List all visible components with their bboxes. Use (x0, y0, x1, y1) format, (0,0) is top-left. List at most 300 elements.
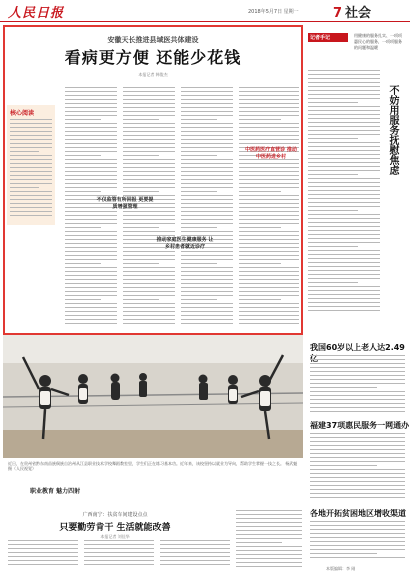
text-line (84, 556, 154, 557)
text-line (308, 70, 380, 71)
text-line (308, 178, 380, 179)
text-line (181, 323, 233, 324)
text-line (310, 449, 405, 450)
text-line (239, 215, 299, 216)
article-kicker: 安徽天长推进县域医共体建设 (107, 35, 199, 44)
text-line (123, 191, 159, 192)
text-line (239, 267, 299, 268)
text-line (10, 215, 52, 216)
text-line (239, 163, 299, 164)
text-line (310, 457, 405, 458)
bottom-story-text-1 (8, 540, 78, 570)
text-line (308, 98, 380, 99)
text-line (308, 110, 380, 111)
text-line (239, 319, 299, 320)
text-line (123, 111, 175, 112)
page-editor-credit: 本版编辑：李 刚 (326, 566, 356, 571)
text-line (123, 163, 175, 164)
text-line (181, 159, 233, 160)
text-line (181, 255, 233, 256)
text-line (10, 143, 52, 144)
text-line (123, 119, 159, 120)
text-line (181, 231, 233, 232)
core-reading-title: 核心阅读 (10, 110, 35, 117)
text-line (65, 191, 101, 192)
text-line (181, 119, 217, 120)
text-line (123, 139, 175, 140)
text-line (181, 203, 233, 204)
text-line (123, 287, 175, 288)
bottom-story-headline: 只要勤劳肯干 生活就能改善 (59, 523, 171, 533)
text-line (65, 187, 117, 188)
text-line (239, 219, 299, 220)
text-line (181, 127, 233, 128)
text-line (65, 123, 117, 124)
text-line (10, 147, 52, 148)
text-line (310, 465, 377, 466)
article-column-3 (181, 87, 233, 327)
masthead (0, 0, 410, 22)
text-line (236, 514, 302, 515)
text-line (65, 311, 117, 312)
text-line (236, 522, 302, 523)
text-line (181, 163, 233, 164)
text-line (65, 215, 117, 216)
text-line (65, 87, 117, 88)
newspaper-logo: 人民日报 (8, 6, 65, 21)
text-line (123, 171, 175, 172)
text-line (181, 195, 233, 196)
text-line (10, 179, 52, 180)
text-line (160, 540, 230, 541)
text-line (160, 564, 230, 565)
text-line (10, 207, 52, 208)
text-line (65, 239, 117, 240)
bottom-story-text-4 (236, 510, 302, 570)
text-line (308, 94, 380, 95)
brief-3-text (310, 521, 405, 561)
text-line (239, 271, 299, 272)
text-line (10, 191, 52, 192)
text-line (10, 119, 52, 120)
text-line (239, 103, 299, 104)
text-line (236, 518, 302, 519)
text-line (310, 521, 405, 522)
text-line (308, 294, 380, 295)
text-line (239, 203, 299, 204)
text-line (181, 187, 233, 188)
text-line (310, 399, 405, 400)
text-line (181, 139, 233, 140)
text-line (84, 552, 154, 553)
text-line (308, 78, 380, 79)
text-line (181, 303, 233, 304)
text-line (181, 191, 217, 192)
text-line (84, 540, 154, 541)
text-line (239, 95, 299, 96)
text-line (181, 283, 233, 284)
text-line (65, 295, 117, 296)
text-line (308, 226, 380, 227)
text-line (181, 175, 233, 176)
text-line (65, 223, 117, 224)
text-line (310, 433, 405, 434)
text-line (310, 497, 405, 498)
text-line (308, 182, 380, 183)
commentary-column (306, 25, 407, 325)
text-line (65, 263, 101, 264)
text-line (181, 295, 233, 296)
text-line (239, 303, 299, 304)
text-line (123, 291, 175, 292)
text-line (181, 199, 233, 200)
text-line (239, 307, 299, 308)
text-line (308, 298, 380, 299)
text-line (123, 311, 175, 312)
text-line (65, 147, 117, 148)
text-line (308, 202, 380, 203)
text-line (308, 222, 380, 223)
text-line (65, 259, 117, 260)
text-line (239, 223, 299, 224)
text-line (308, 238, 380, 239)
text-line (239, 107, 299, 108)
text-line (65, 235, 117, 236)
text-line (123, 87, 175, 88)
bottom-story-kicker: 广西南宁：扶贫车间建设点点 (82, 512, 148, 518)
text-line (310, 371, 405, 372)
text-line (123, 259, 175, 260)
text-line (310, 557, 405, 558)
page-number: 7 (333, 6, 343, 21)
text-line (65, 227, 101, 228)
text-line (308, 198, 380, 199)
text-line (239, 323, 299, 324)
text-line (308, 282, 358, 283)
text-line (239, 127, 299, 128)
text-line (123, 227, 159, 228)
brief-1-text (310, 355, 405, 415)
bottom-story-byline: 本报记者 刘佳华 (100, 534, 130, 539)
text-line (239, 299, 281, 300)
text-line (84, 564, 154, 565)
text-line (65, 195, 117, 196)
text-line (310, 453, 405, 454)
text-line (181, 167, 233, 168)
text-line (239, 239, 299, 240)
text-line (310, 545, 405, 546)
text-line (308, 90, 380, 91)
text-line (181, 319, 233, 320)
text-line (10, 203, 52, 204)
text-line (123, 183, 175, 184)
text-line (10, 123, 52, 124)
text-line (181, 207, 233, 208)
text-line (308, 250, 380, 251)
text-line (308, 82, 380, 83)
text-line (123, 231, 175, 232)
issue-date: 2018年5月7日 星期一 (248, 9, 299, 15)
text-line (123, 267, 175, 268)
text-line (310, 533, 405, 534)
text-line (181, 259, 233, 260)
text-line (181, 235, 233, 236)
text-line (308, 146, 380, 147)
text-line (308, 194, 380, 195)
text-line (10, 187, 39, 188)
text-line (310, 493, 405, 494)
text-line (239, 119, 281, 120)
text-line (239, 263, 281, 264)
text-line (310, 359, 405, 360)
text-line (65, 315, 117, 316)
text-line (65, 139, 117, 140)
text-line (181, 91, 233, 92)
section-name: 社会 (345, 6, 372, 21)
text-line (310, 445, 405, 446)
text-line (308, 266, 380, 267)
text-line (308, 274, 380, 275)
text-line (123, 155, 159, 156)
article-byline: 本报记者 韩俊杰 (138, 72, 168, 77)
text-line (65, 163, 117, 164)
text-line (308, 258, 380, 259)
commentary-text-1 (308, 70, 380, 315)
text-line (310, 473, 405, 474)
text-line (239, 191, 281, 192)
text-line (310, 481, 405, 482)
text-line (10, 195, 52, 196)
text-line (239, 131, 299, 132)
text-line (308, 118, 380, 119)
text-line (123, 307, 175, 308)
text-line (123, 143, 175, 144)
text-line (310, 355, 405, 356)
article-column-4 (239, 87, 299, 327)
text-line (310, 367, 405, 368)
text-line (236, 542, 282, 543)
text-line (65, 287, 117, 288)
text-line (10, 163, 52, 164)
text-line (65, 231, 117, 232)
text-line (308, 150, 380, 151)
text-line (310, 411, 405, 412)
text-line (65, 111, 117, 112)
photo-caption-text: 近日，在贵州省黔东南苗族侗族自治州从江县职业技术学校舞蹈教室里，学生们正在练习基本功。近年来，该校坚持以就业为导向，帮助学生掌握一技之长。 (8, 461, 284, 466)
text-line (310, 537, 405, 538)
text-line (308, 162, 380, 163)
text-line (84, 544, 154, 545)
text-line (123, 179, 175, 180)
text-line (65, 143, 117, 144)
article-headline: 看病更方便 还能少花钱 (64, 48, 242, 67)
text-line (8, 548, 78, 549)
text-line (181, 219, 233, 220)
text-line (236, 558, 302, 559)
text-line (308, 158, 380, 159)
text-line (123, 99, 175, 100)
text-line (123, 91, 175, 92)
text-line (65, 291, 117, 292)
text-line (239, 287, 299, 288)
text-line (123, 279, 175, 280)
text-line (65, 275, 117, 276)
text-line (123, 251, 175, 252)
text-line (239, 247, 299, 248)
text-line (239, 195, 299, 196)
text-line (65, 243, 117, 244)
text-line (181, 135, 233, 136)
text-line (160, 544, 230, 545)
text-line (10, 171, 52, 172)
text-line (8, 544, 78, 545)
text-line (181, 107, 233, 108)
text-line (65, 279, 117, 280)
text-line (310, 403, 405, 404)
text-line (239, 311, 299, 312)
text-line (308, 166, 380, 167)
text-line (123, 115, 175, 116)
text-line (239, 87, 299, 88)
text-line (310, 541, 405, 542)
text-line (10, 211, 52, 212)
text-line (239, 187, 299, 188)
text-line (308, 186, 380, 187)
text-line (10, 199, 52, 200)
brief-2-title: 福建37项惠民服务一网通办 (310, 421, 410, 430)
text-line (65, 159, 117, 160)
text-line (239, 167, 299, 168)
text-line (308, 138, 358, 139)
text-line (239, 135, 299, 136)
text-line (65, 211, 117, 212)
text-line (181, 99, 233, 100)
text-line (308, 242, 380, 243)
photo-caption (8, 461, 298, 471)
text-line (123, 275, 175, 276)
text-line (123, 175, 175, 176)
text-line (181, 211, 233, 212)
text-line (308, 210, 358, 211)
text-line (65, 251, 117, 252)
text-line (181, 131, 233, 132)
text-line (65, 319, 117, 320)
text-line (65, 307, 117, 308)
text-line (65, 119, 101, 120)
text-line (236, 546, 302, 547)
text-line (123, 271, 175, 272)
text-line (239, 279, 299, 280)
text-line (308, 142, 380, 143)
text-line (123, 95, 175, 96)
brief-2-text (310, 433, 405, 503)
text-line (310, 363, 405, 364)
text-line (239, 179, 299, 180)
text-line (239, 235, 299, 236)
text-line (8, 556, 78, 557)
bottom-story-text-2 (84, 540, 154, 570)
text-line (308, 214, 380, 215)
text-line (123, 123, 175, 124)
text-line (236, 526, 302, 527)
text-line (308, 122, 380, 123)
commentary-title: 不妨用服务抚慰焦虑 (387, 85, 398, 175)
text-line (123, 223, 175, 224)
text-line (310, 553, 377, 554)
text-line (123, 147, 175, 148)
text-line (160, 552, 230, 553)
text-line (236, 534, 302, 535)
text-line (181, 111, 233, 112)
text-line (123, 135, 175, 136)
text-line (239, 199, 299, 200)
text-line (310, 489, 405, 490)
text-line (65, 271, 117, 272)
text-line (239, 99, 299, 100)
article-subhead-1: 不仅监管有所回报 更要提质增强管理 (96, 197, 154, 210)
text-line (10, 167, 52, 168)
text-line (8, 564, 78, 565)
text-line (123, 107, 175, 108)
text-line (65, 247, 117, 248)
text-line (310, 391, 405, 392)
text-line (181, 87, 233, 88)
text-line (239, 207, 299, 208)
text-line (310, 461, 405, 462)
text-line (308, 290, 380, 291)
text-line (123, 167, 175, 168)
text-line (181, 307, 233, 308)
text-line (236, 566, 302, 567)
text-line (123, 255, 175, 256)
text-line (65, 99, 117, 100)
text-line (123, 195, 175, 196)
text-line (239, 295, 299, 296)
text-line (160, 556, 230, 557)
text-line (239, 243, 299, 244)
text-line (10, 159, 52, 160)
text-line (123, 263, 159, 264)
text-line (181, 147, 233, 148)
text-line (65, 303, 117, 304)
text-line (239, 211, 299, 212)
text-line (308, 74, 380, 75)
text-line (239, 183, 299, 184)
text-line (308, 170, 380, 171)
text-line (308, 234, 380, 235)
text-line (308, 286, 380, 287)
text-line (239, 291, 299, 292)
text-line (310, 477, 405, 478)
text-line (308, 154, 380, 155)
text-line (181, 115, 233, 116)
text-line (181, 275, 233, 276)
text-line (10, 127, 52, 128)
text-line (308, 126, 380, 127)
text-line (310, 437, 405, 438)
text-line (123, 151, 175, 152)
text-line (123, 323, 175, 324)
article-subhead-3: 中医药医疗直营诊 推动中医药进乡村 (245, 147, 297, 160)
text-line (308, 190, 380, 191)
dance-class-photo (3, 335, 303, 458)
text-line (239, 315, 299, 316)
text-line (181, 279, 233, 280)
text-line (65, 91, 117, 92)
text-line (181, 155, 217, 156)
text-line (239, 123, 299, 124)
text-line (181, 183, 233, 184)
